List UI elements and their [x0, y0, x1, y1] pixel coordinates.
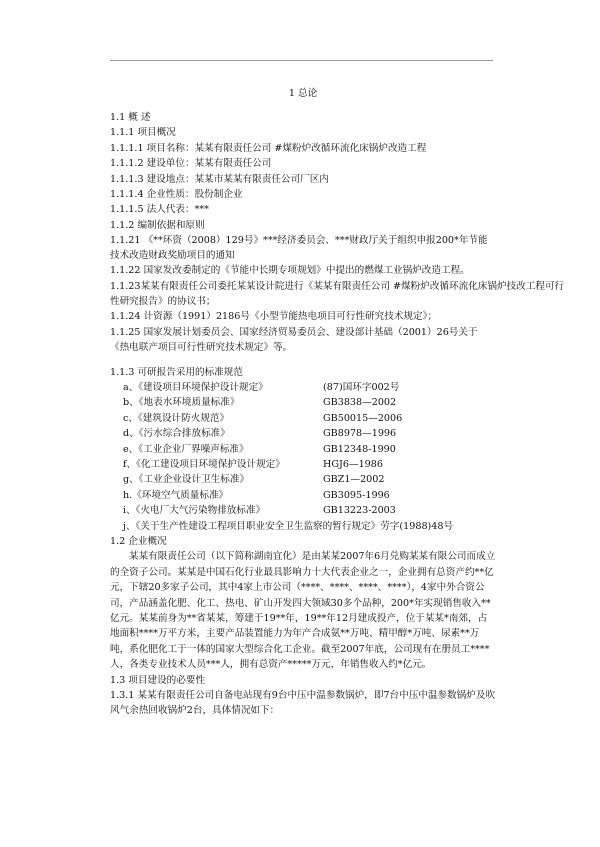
construction-site: 1.1.1.3 建设地点：某某市某某有限责任公司厂区内	[110, 173, 329, 185]
standard-code: (87)国环字002号	[323, 382, 400, 394]
standard-code: GB3838—2002	[323, 397, 397, 409]
standard-item	[110, 503, 496, 518]
standard-code: GB50015—2006	[323, 412, 403, 424]
project-name: 1.1.1.1 项目名称：某某有限责任公司 #煤粉炉改循环流化床锅炉改造工程	[110, 142, 427, 154]
basis-4: 1.1.24 计资源（1991）2186号《小型节能热电项目可行性研究技术规定》；	[110, 311, 438, 323]
standard-item	[110, 395, 496, 410]
standard-name: i、《火电厂大气污染物排放标准》	[123, 505, 266, 517]
standard-code: GB13223-2003	[323, 505, 396, 517]
standard-j-text: j、《关于生产性建设工程项目职业安全卫生监察的暂行规定》劳字(1988)48号	[123, 520, 454, 532]
section-1-2: 1.2 企业概况	[110, 535, 167, 547]
section-1-1: 1.1 概 述	[110, 112, 151, 123]
document-page	[110, 86, 565, 718]
standard-item	[110, 411, 496, 426]
standard-item	[110, 472, 496, 487]
standard-name: g、《工业企业设计卫生标准》	[123, 474, 250, 486]
standard-item	[110, 488, 496, 503]
legal-representative: 1.1.1.5 法人代表：***	[110, 204, 209, 216]
standard-code: GB8978—1996	[323, 428, 397, 440]
standard-code: GBZ1—2002	[323, 474, 385, 486]
standard-name: c、《建筑设计防火规范》	[123, 412, 230, 424]
spacer	[110, 355, 496, 365]
necessity-paragraph: 1.3.1 某某有限责任公司自备电站现有9台中压中温参数锅炉，即7台中压中温参数锅炉及吹风气余热回收锅炉2台，具体情况如下：	[110, 690, 496, 717]
section-1-1-3: 1.1.3 可研报告采用的标准规范	[110, 366, 243, 378]
standard-code: GB12348-1990	[323, 443, 396, 455]
standard-item-j	[110, 519, 496, 534]
standard-name: a、《建设项目环境保护设计规定》	[123, 382, 268, 394]
header-rule	[110, 60, 493, 61]
standard-item	[110, 380, 496, 395]
standard-name: e、《工业企业厂界噪声标准》	[123, 443, 249, 455]
basis-1: 1.1.21 《**环资（2008）129号》***经济委员会、***财政厅关于组织申报200*年节能技术改造财政奖励项目的通知	[110, 235, 488, 262]
basis-3: 1.1.23某某有限责任公司委托某某设计院进行《某某有限责任公司 #煤粉炉改循环流化床锅炉技改工程可行	[110, 280, 565, 292]
standard-name: f、《化工建设项目环境保护设计规定》	[123, 459, 285, 471]
section-1-3: 1.3 项目建设的必要性	[110, 674, 206, 686]
standard-name: d、《污水综合排放标准》	[123, 428, 230, 440]
construction-unit: 1.1.1.2 建设单位：某某有限责任公司	[110, 158, 272, 170]
chapter-title: 1 总论	[288, 88, 318, 99]
standard-item	[110, 457, 496, 472]
enterprise-nature: 1.1.1.4 企业性质：股份制企业	[110, 188, 243, 200]
company-overview-paragraph: 某某有限责任公司（以下简称湖南宜化）是由某某2007年6月兑购某某有限公司而成立的全资子公司。某某是中国石化行业最具影响力十大代表企业之一，企业拥有总资产约**亿元，下辖20多家子公司，其中4家上市公司（****、****、****、****），4家中外合资公司，产品涵盖化肥、化工、热电、矿山开发四大领域30多个品种，200*年实现销售收入**亿元。某某前身为**省某某，筹建于19**年，19**年12月建成投产，位于某某*南郊，占地面积****万平方米，主要产品装置能力为年产合成氨**万吨、精甲醇*万吨、尿素**万吨，系化肥化工于一体的国家大型综合化工企业。截至2007年底，公司现有在册员工****人，各类专业技术人员***人，拥有总资产*****万元，年销售收入约*亿元。	[110, 551, 496, 671]
basis-5: 1.1.25 国家发展计划委员会、国家经济贸易委员会、建设部计基础（2001）26号关于《热电联产项目可行性研究技术规定》等。	[110, 326, 478, 353]
standard-item	[110, 442, 496, 457]
standard-name: h.《环境空气质量标准》	[123, 489, 229, 501]
standard-name: b、《地表水环境质量标准》	[123, 397, 240, 409]
standard-code: GB3095-1996	[323, 489, 390, 501]
basis-3-cont: 性研究报告》的协议书；	[110, 295, 216, 307]
basis-2: 1.1.22 国家发改委制定的《节能中长期专项规划》中提出的燃煤工业锅炉改造工程。	[110, 265, 470, 277]
section-1-1-1: 1.1.1 项目概况	[110, 127, 176, 139]
standard-code: HGJ6—1986	[323, 459, 383, 471]
section-1-1-2: 1.1.2 编制依据和原则	[110, 219, 205, 231]
standard-item	[110, 426, 496, 441]
